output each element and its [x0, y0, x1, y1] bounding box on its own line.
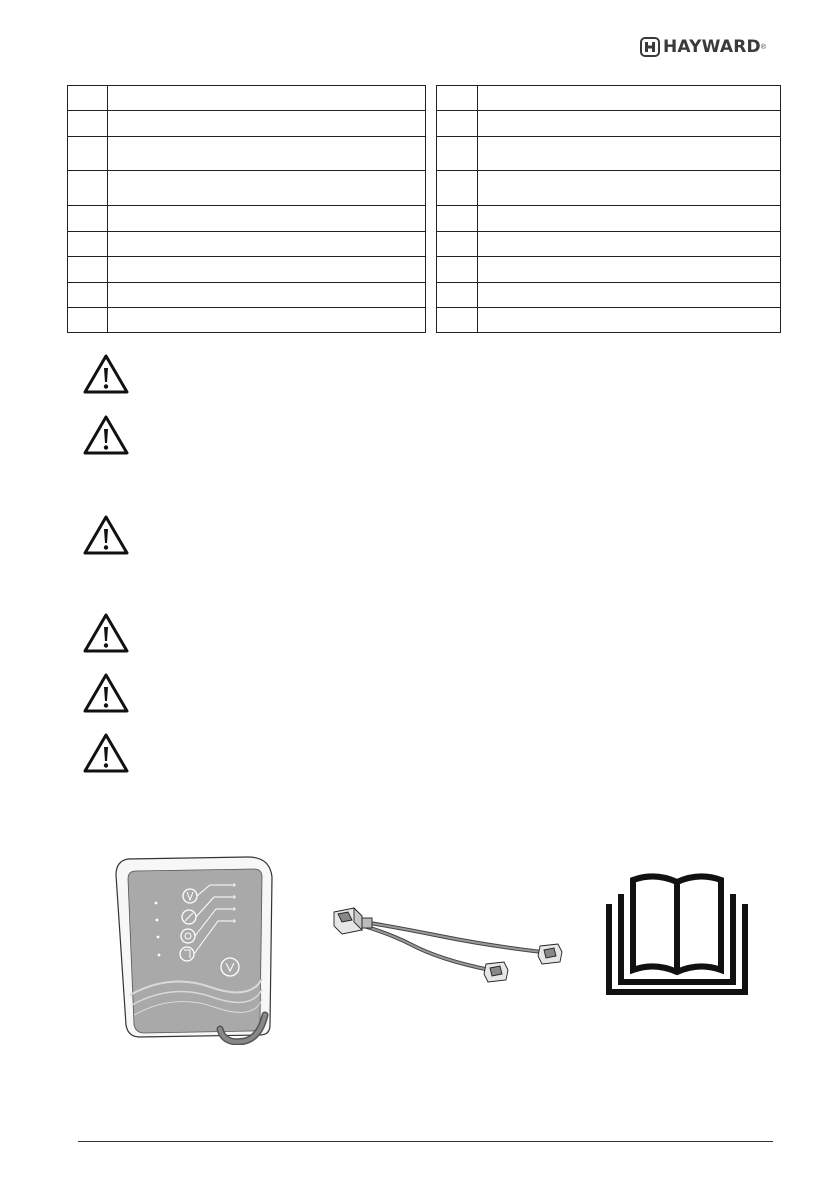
hayward-h-logo-icon	[640, 37, 660, 57]
table-row	[68, 206, 781, 232]
warning-triangle-icon	[82, 672, 130, 714]
row-text-cell	[478, 283, 781, 308]
warning-triangle-icon	[82, 353, 130, 395]
table-row	[68, 111, 781, 137]
table-gap	[426, 137, 437, 171]
table-row	[68, 283, 781, 308]
warning-triangle-icon	[82, 514, 130, 556]
row-text-cell	[478, 232, 781, 257]
table-gap	[426, 308, 437, 333]
row-text-cell	[108, 308, 426, 333]
row-number-cell	[68, 86, 108, 111]
manual-book-icon	[603, 870, 751, 996]
row-text-cell	[478, 308, 781, 333]
row-number-cell	[437, 171, 478, 206]
table-row	[68, 257, 781, 283]
row-number-cell	[68, 257, 108, 283]
row-text-cell	[478, 86, 781, 111]
warning-triangle-icon	[82, 612, 130, 654]
row-number-cell	[437, 137, 478, 171]
row-number-cell	[68, 232, 108, 257]
row-text-cell	[478, 206, 781, 232]
row-text-cell	[108, 171, 426, 206]
warning-triangle-icon	[82, 732, 130, 774]
row-number-cell	[68, 111, 108, 137]
brand-name: HAYWARD	[663, 37, 761, 57]
footer-divider	[78, 1141, 773, 1142]
row-number-cell	[437, 308, 478, 333]
row-number-cell	[68, 171, 108, 206]
row-text-cell	[108, 86, 426, 111]
row-text-cell	[108, 257, 426, 283]
row-number-cell	[437, 111, 478, 137]
table-row	[68, 86, 781, 111]
row-number-cell	[68, 206, 108, 232]
row-number-cell	[68, 137, 108, 171]
table-gap	[426, 111, 437, 137]
row-text-cell	[478, 171, 781, 206]
table-row	[68, 171, 781, 206]
table-row	[68, 137, 781, 171]
row-text-cell	[108, 111, 426, 137]
row-text-cell	[478, 111, 781, 137]
row-number-cell	[68, 283, 108, 308]
row-text-cell	[478, 257, 781, 283]
row-number-cell	[437, 257, 478, 283]
row-number-cell	[68, 308, 108, 333]
table-row	[68, 232, 781, 257]
control-box-icon	[110, 855, 285, 1045]
table-gap	[426, 232, 437, 257]
trademark-symbol: ®	[760, 43, 766, 51]
table-gap	[426, 257, 437, 283]
warning-triangle-icon	[82, 414, 130, 456]
table-gap	[426, 86, 437, 111]
row-number-cell	[437, 206, 478, 232]
table-gap	[426, 283, 437, 308]
brand-logo	[640, 36, 810, 58]
row-number-cell	[437, 283, 478, 308]
spec-table	[67, 85, 781, 333]
row-number-cell	[437, 232, 478, 257]
row-text-cell	[108, 137, 426, 171]
table-gap	[426, 206, 437, 232]
row-number-cell	[437, 86, 478, 111]
row-text-cell	[108, 232, 426, 257]
y-cable-icon	[330, 900, 566, 995]
table-gap	[426, 171, 437, 206]
row-text-cell	[108, 206, 426, 232]
table-row	[68, 308, 781, 333]
row-text-cell	[478, 137, 781, 171]
row-text-cell	[108, 283, 426, 308]
